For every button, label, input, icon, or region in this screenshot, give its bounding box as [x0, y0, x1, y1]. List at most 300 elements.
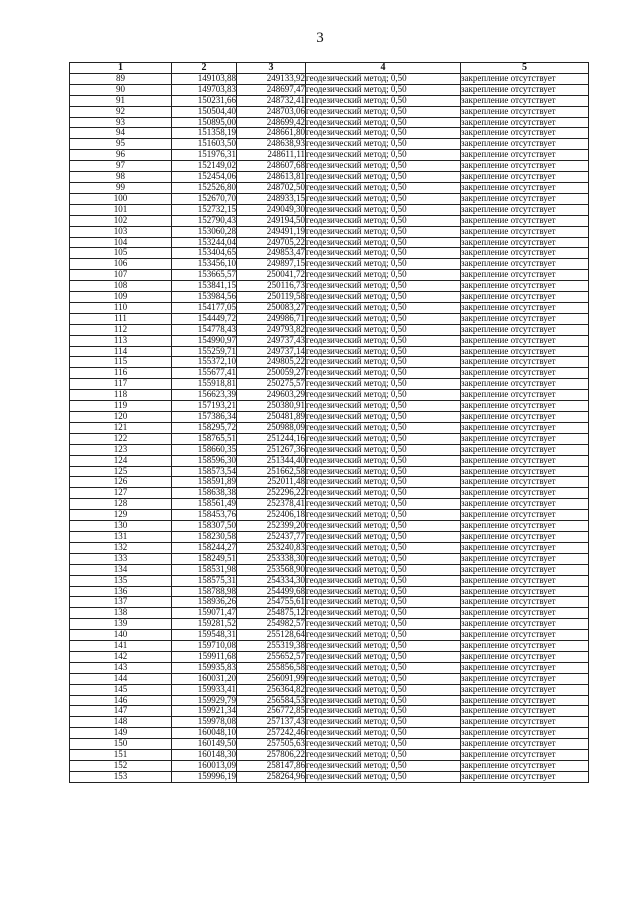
method-cell: геодезический метод; 0,50	[306, 215, 461, 226]
x-coordinate-cell: 159071,47	[172, 608, 237, 619]
point-number-cell: 131	[70, 531, 172, 542]
x-coordinate-cell: 152790,43	[172, 215, 237, 226]
fixation-cell: закрепление отсутствует	[461, 695, 589, 706]
method-cell: геодезический метод; 0,50	[306, 717, 461, 728]
table-row	[70, 226, 589, 237]
point-number-cell: 133	[70, 553, 172, 564]
table-row	[70, 128, 589, 139]
x-coordinate-cell: 160031,20	[172, 673, 237, 684]
point-number-cell: 98	[70, 172, 172, 183]
fixation-cell: закрепление отсутствует	[461, 248, 589, 259]
x-coordinate-cell: 158230,58	[172, 531, 237, 542]
point-number-cell: 139	[70, 619, 172, 630]
fixation-cell: закрепление отсутствует	[461, 586, 589, 597]
method-cell: геодезический метод; 0,50	[306, 237, 461, 248]
table-row	[70, 444, 589, 455]
table-row	[70, 412, 589, 423]
point-number-cell: 103	[70, 226, 172, 237]
point-number-cell: 95	[70, 139, 172, 150]
x-coordinate-cell: 154177,05	[172, 302, 237, 313]
coordinates-table	[69, 62, 589, 783]
table-body	[70, 73, 589, 782]
y-coordinate-cell: 249793,82	[237, 324, 306, 335]
point-number-cell: 99	[70, 182, 172, 193]
table-row	[70, 204, 589, 215]
point-number-cell: 128	[70, 499, 172, 510]
fixation-cell: закрепление отсутствует	[461, 510, 589, 521]
fixation-cell: закрепление отсутствует	[461, 728, 589, 739]
y-coordinate-cell: 253568,90	[237, 564, 306, 575]
x-coordinate-cell: 159710,08	[172, 641, 237, 652]
point-number-cell: 125	[70, 466, 172, 477]
y-coordinate-cell: 256091,99	[237, 673, 306, 684]
fixation-cell: закрепление отсутствует	[461, 357, 589, 368]
table-row	[70, 488, 589, 499]
table-row	[70, 368, 589, 379]
table-row	[70, 390, 589, 401]
point-number-cell: 130	[70, 521, 172, 532]
x-coordinate-cell: 153456,10	[172, 259, 237, 270]
method-cell: геодезический метод; 0,50	[306, 531, 461, 542]
point-number-cell: 151	[70, 750, 172, 761]
table-row	[70, 706, 589, 717]
method-cell: геодезический метод; 0,50	[306, 608, 461, 619]
x-coordinate-cell: 159933,41	[172, 684, 237, 695]
x-coordinate-cell: 154449,72	[172, 313, 237, 324]
x-coordinate-cell: 158936,26	[172, 597, 237, 608]
point-number-cell: 108	[70, 281, 172, 292]
point-number-cell: 152	[70, 761, 172, 772]
x-coordinate-cell: 160148,30	[172, 750, 237, 761]
fixation-cell: закрепление отсутствует	[461, 172, 589, 183]
method-cell: геодезический метод; 0,50	[306, 292, 461, 303]
x-coordinate-cell: 152149,02	[172, 161, 237, 172]
method-cell: геодезический метод; 0,50	[306, 761, 461, 772]
fixation-cell: закрепление отсутствует	[461, 204, 589, 215]
method-cell: геодезический метод; 0,50	[306, 313, 461, 324]
fixation-cell: закрепление отсутствует	[461, 619, 589, 630]
y-coordinate-cell: 249194,50	[237, 215, 306, 226]
point-number-cell: 150	[70, 739, 172, 750]
table-row	[70, 684, 589, 695]
x-coordinate-cell: 155259,71	[172, 346, 237, 357]
fixation-cell: закрепление отсутствует	[461, 139, 589, 150]
x-coordinate-cell: 158765,51	[172, 433, 237, 444]
x-coordinate-cell: 153841,15	[172, 281, 237, 292]
fixation-cell: закрепление отсутствует	[461, 226, 589, 237]
method-cell: геодезический метод; 0,50	[306, 564, 461, 575]
table-row	[70, 651, 589, 662]
point-number-cell: 153	[70, 771, 172, 782]
table-row	[70, 728, 589, 739]
y-coordinate-cell: 257137,43	[237, 717, 306, 728]
method-cell: геодезический метод; 0,50	[306, 139, 461, 150]
x-coordinate-cell: 150504,40	[172, 106, 237, 117]
fixation-cell: закрепление отсутствует	[461, 95, 589, 106]
method-cell: геодезический метод; 0,50	[306, 586, 461, 597]
method-cell: геодезический метод; 0,50	[306, 84, 461, 95]
method-cell: геодезический метод; 0,50	[306, 357, 461, 368]
x-coordinate-cell: 155918,81	[172, 379, 237, 390]
x-coordinate-cell: 158244,27	[172, 542, 237, 553]
header-cell-y: 3	[237, 63, 306, 74]
fixation-cell: закрепление отсутствует	[461, 575, 589, 586]
y-coordinate-cell: 253240,83	[237, 542, 306, 553]
x-coordinate-cell: 154990,97	[172, 335, 237, 346]
x-coordinate-cell: 151976,31	[172, 150, 237, 161]
method-cell: геодезический метод; 0,50	[306, 542, 461, 553]
method-cell: геодезический метод; 0,50	[306, 662, 461, 673]
x-coordinate-cell: 156623,39	[172, 390, 237, 401]
x-coordinate-cell: 159281,52	[172, 619, 237, 630]
x-coordinate-cell: 158660,35	[172, 444, 237, 455]
fixation-cell: закрепление отсутствует	[461, 531, 589, 542]
point-number-cell: 142	[70, 651, 172, 662]
header-cell-point-number: 1	[70, 63, 172, 74]
fixation-cell: закрепление отсутствует	[461, 335, 589, 346]
method-cell: геодезический метод; 0,50	[306, 630, 461, 641]
y-coordinate-cell: 250083,27	[237, 302, 306, 313]
y-coordinate-cell: 254334,30	[237, 575, 306, 586]
point-number-cell: 149	[70, 728, 172, 739]
y-coordinate-cell: 249897,15	[237, 259, 306, 270]
method-cell: геодезический метод; 0,50	[306, 401, 461, 412]
point-number-cell: 110	[70, 302, 172, 313]
point-number-cell: 100	[70, 193, 172, 204]
method-cell: геодезический метод; 0,50	[306, 477, 461, 488]
x-coordinate-cell: 158596,30	[172, 455, 237, 466]
method-cell: геодезический метод; 0,50	[306, 390, 461, 401]
method-cell: геодезический метод; 0,50	[306, 193, 461, 204]
y-coordinate-cell: 254982,57	[237, 619, 306, 630]
x-coordinate-cell: 152454,06	[172, 172, 237, 183]
y-coordinate-cell: 248613,81	[237, 172, 306, 183]
point-number-cell: 112	[70, 324, 172, 335]
method-cell: геодезический метод; 0,50	[306, 248, 461, 259]
fixation-cell: закрепление отсутствует	[461, 302, 589, 313]
table-header-row	[70, 63, 589, 74]
point-number-cell: 124	[70, 455, 172, 466]
method-cell: геодезический метод; 0,50	[306, 706, 461, 717]
table-row	[70, 281, 589, 292]
x-coordinate-cell: 158531,98	[172, 564, 237, 575]
table-row	[70, 662, 589, 673]
fixation-cell: закрепление отсутствует	[461, 542, 589, 553]
x-coordinate-cell: 150895,00	[172, 117, 237, 128]
x-coordinate-cell: 152526,80	[172, 182, 237, 193]
table-row	[70, 575, 589, 586]
method-cell: геодезический метод; 0,50	[306, 172, 461, 183]
method-cell: геодезический метод; 0,50	[306, 433, 461, 444]
y-coordinate-cell: 250988,09	[237, 422, 306, 433]
fixation-cell: закрепление отсутствует	[461, 106, 589, 117]
method-cell: геодезический метод; 0,50	[306, 73, 461, 84]
fixation-cell: закрепление отсутствует	[461, 684, 589, 695]
table-row	[70, 761, 589, 772]
header-cell-x: 2	[172, 63, 237, 74]
x-coordinate-cell: 149703,83	[172, 84, 237, 95]
method-cell: геодезический метод; 0,50	[306, 226, 461, 237]
x-coordinate-cell: 150231,66	[172, 95, 237, 106]
table-row	[70, 335, 589, 346]
fixation-cell: закрепление отсутствует	[461, 259, 589, 270]
fixation-cell: закрепление отсутствует	[461, 281, 589, 292]
table-row	[70, 499, 589, 510]
y-coordinate-cell: 249603,29	[237, 390, 306, 401]
point-number-cell: 94	[70, 128, 172, 139]
table-row	[70, 542, 589, 553]
point-number-cell: 111	[70, 313, 172, 324]
table-row	[70, 510, 589, 521]
x-coordinate-cell: 153984,56	[172, 292, 237, 303]
point-number-cell: 141	[70, 641, 172, 652]
table-row	[70, 422, 589, 433]
y-coordinate-cell: 250116,73	[237, 281, 306, 292]
table-row	[70, 597, 589, 608]
y-coordinate-cell: 248933,15	[237, 193, 306, 204]
table-row	[70, 139, 589, 150]
y-coordinate-cell: 248607,68	[237, 161, 306, 172]
fixation-cell: закрепление отсутствует	[461, 630, 589, 641]
point-number-cell: 120	[70, 412, 172, 423]
x-coordinate-cell: 157386,34	[172, 412, 237, 423]
fixation-cell: закрепление отсутствует	[461, 84, 589, 95]
y-coordinate-cell: 249737,43	[237, 335, 306, 346]
page-number: 3	[316, 30, 324, 46]
fixation-cell: закрепление отсутствует	[461, 521, 589, 532]
point-number-cell: 136	[70, 586, 172, 597]
fixation-cell: закрепление отсутствует	[461, 379, 589, 390]
method-cell: геодезический метод; 0,50	[306, 510, 461, 521]
point-number-cell: 116	[70, 368, 172, 379]
y-coordinate-cell: 251267,36	[237, 444, 306, 455]
y-coordinate-cell: 248732,41	[237, 95, 306, 106]
method-cell: геодезический метод; 0,50	[306, 597, 461, 608]
x-coordinate-cell: 153404,65	[172, 248, 237, 259]
table-row	[70, 106, 589, 117]
y-coordinate-cell: 249049,30	[237, 204, 306, 215]
fixation-cell: закрепление отсутствует	[461, 193, 589, 204]
table-row	[70, 531, 589, 542]
fixation-cell: закрепление отсутствует	[461, 292, 589, 303]
table-row	[70, 161, 589, 172]
fixation-cell: закрепление отсутствует	[461, 368, 589, 379]
x-coordinate-cell: 152670,70	[172, 193, 237, 204]
x-coordinate-cell: 155372,10	[172, 357, 237, 368]
y-coordinate-cell: 252378,41	[237, 499, 306, 510]
method-cell: геодезический метод; 0,50	[306, 695, 461, 706]
y-coordinate-cell: 251244,16	[237, 433, 306, 444]
method-cell: геодезический метод; 0,50	[306, 128, 461, 139]
y-coordinate-cell: 252437,77	[237, 531, 306, 542]
table-row	[70, 357, 589, 368]
table-row	[70, 346, 589, 357]
fixation-cell: закрепление отсутствует	[461, 422, 589, 433]
method-cell: геодезический метод; 0,50	[306, 412, 461, 423]
table-row	[70, 750, 589, 761]
point-number-cell: 145	[70, 684, 172, 695]
point-number-cell: 96	[70, 150, 172, 161]
y-coordinate-cell: 250275,57	[237, 379, 306, 390]
point-number-cell: 119	[70, 401, 172, 412]
point-number-cell: 121	[70, 422, 172, 433]
method-cell: геодезический метод; 0,50	[306, 335, 461, 346]
x-coordinate-cell: 158307,50	[172, 521, 237, 532]
fixation-cell: закрепление отсутствует	[461, 161, 589, 172]
table-row	[70, 695, 589, 706]
x-coordinate-cell: 158295,72	[172, 422, 237, 433]
y-coordinate-cell: 249805,22	[237, 357, 306, 368]
y-coordinate-cell: 256364,82	[237, 684, 306, 695]
table-row	[70, 641, 589, 652]
x-coordinate-cell: 160013,09	[172, 761, 237, 772]
table-row	[70, 608, 589, 619]
table-row	[70, 193, 589, 204]
method-cell: геодезический метод; 0,50	[306, 302, 461, 313]
table-row	[70, 717, 589, 728]
fixation-cell: закрепление отсутствует	[461, 150, 589, 161]
point-number-cell: 113	[70, 335, 172, 346]
y-coordinate-cell: 255128,64	[237, 630, 306, 641]
point-number-cell: 122	[70, 433, 172, 444]
point-number-cell: 127	[70, 488, 172, 499]
x-coordinate-cell: 159929,79	[172, 695, 237, 706]
method-cell: геодезический метод; 0,50	[306, 422, 461, 433]
fixation-cell: закрепление отсутствует	[461, 466, 589, 477]
x-coordinate-cell: 160149,50	[172, 739, 237, 750]
point-number-cell: 104	[70, 237, 172, 248]
fixation-cell: закрепление отсутствует	[461, 641, 589, 652]
point-number-cell: 114	[70, 346, 172, 357]
point-number-cell: 107	[70, 270, 172, 281]
point-number-cell: 118	[70, 390, 172, 401]
y-coordinate-cell: 256772,85	[237, 706, 306, 717]
method-cell: геодезический метод; 0,50	[306, 575, 461, 586]
y-coordinate-cell: 249986,71	[237, 313, 306, 324]
header-cell-method: 4	[306, 63, 461, 74]
y-coordinate-cell: 252296,22	[237, 488, 306, 499]
table-row	[70, 302, 589, 313]
table-row	[70, 630, 589, 641]
fixation-cell: закрепление отсутствует	[461, 215, 589, 226]
table-row	[70, 248, 589, 259]
method-cell: геодезический метод; 0,50	[306, 161, 461, 172]
method-cell: геодезический метод; 0,50	[306, 182, 461, 193]
method-cell: геодезический метод; 0,50	[306, 281, 461, 292]
y-coordinate-cell: 248702,50	[237, 182, 306, 193]
point-number-cell: 115	[70, 357, 172, 368]
table-row	[70, 673, 589, 684]
x-coordinate-cell: 153060,28	[172, 226, 237, 237]
table-row	[70, 313, 589, 324]
table-row	[70, 586, 589, 597]
point-number-cell: 137	[70, 597, 172, 608]
method-cell: геодезический метод; 0,50	[306, 466, 461, 477]
x-coordinate-cell: 153665,57	[172, 270, 237, 281]
y-coordinate-cell: 251662,58	[237, 466, 306, 477]
point-number-cell: 101	[70, 204, 172, 215]
method-cell: геодезический метод; 0,50	[306, 324, 461, 335]
table-row	[70, 739, 589, 750]
table-row	[70, 84, 589, 95]
method-cell: геодезический метод; 0,50	[306, 499, 461, 510]
fixation-cell: закрепление отсутствует	[461, 717, 589, 728]
x-coordinate-cell: 151358,19	[172, 128, 237, 139]
table-row	[70, 182, 589, 193]
table-row	[70, 466, 589, 477]
method-cell: геодезический метод; 0,50	[306, 651, 461, 662]
point-number-cell: 135	[70, 575, 172, 586]
fixation-cell: закрепление отсутствует	[461, 346, 589, 357]
x-coordinate-cell: 153244,04	[172, 237, 237, 248]
x-coordinate-cell: 158573,54	[172, 466, 237, 477]
method-cell: геодезический метод; 0,50	[306, 673, 461, 684]
point-number-cell: 123	[70, 444, 172, 455]
point-number-cell: 93	[70, 117, 172, 128]
fixation-cell: закрепление отсутствует	[461, 73, 589, 84]
point-number-cell: 105	[70, 248, 172, 259]
method-cell: геодезический метод; 0,50	[306, 619, 461, 630]
fixation-cell: закрепление отсутствует	[461, 564, 589, 575]
fixation-cell: закрепление отсутствует	[461, 739, 589, 750]
table-row	[70, 73, 589, 84]
fixation-cell: закрепление отсутствует	[461, 761, 589, 772]
fixation-cell: закрепление отсутствует	[461, 477, 589, 488]
y-coordinate-cell: 249705,22	[237, 237, 306, 248]
y-coordinate-cell: 254499,68	[237, 586, 306, 597]
table-row	[70, 433, 589, 444]
table-row	[70, 117, 589, 128]
point-number-cell: 102	[70, 215, 172, 226]
x-coordinate-cell: 157193,21	[172, 401, 237, 412]
y-coordinate-cell: 249853,47	[237, 248, 306, 259]
method-cell: геодезический метод; 0,50	[306, 259, 461, 270]
x-coordinate-cell: 159935,83	[172, 662, 237, 673]
fixation-cell: закрепление отсутствует	[461, 117, 589, 128]
point-number-cell: 134	[70, 564, 172, 575]
y-coordinate-cell: 257505,63	[237, 739, 306, 750]
y-coordinate-cell: 250119,58	[237, 292, 306, 303]
table-row	[70, 553, 589, 564]
y-coordinate-cell: 251344,40	[237, 455, 306, 466]
method-cell: геодезический метод; 0,50	[306, 553, 461, 564]
fixation-cell: закрепление отсутствует	[461, 128, 589, 139]
method-cell: геодезический метод; 0,50	[306, 204, 461, 215]
table-row	[70, 401, 589, 412]
y-coordinate-cell: 250481,89	[237, 412, 306, 423]
fixation-cell: закрепление отсутствует	[461, 270, 589, 281]
y-coordinate-cell: 250380,91	[237, 401, 306, 412]
x-coordinate-cell: 158249,51	[172, 553, 237, 564]
y-coordinate-cell: 255319,38	[237, 641, 306, 652]
point-number-cell: 109	[70, 292, 172, 303]
point-number-cell: 91	[70, 95, 172, 106]
y-coordinate-cell: 258264,96	[237, 771, 306, 782]
fixation-cell: закрепление отсутствует	[461, 662, 589, 673]
x-coordinate-cell: 159911,68	[172, 651, 237, 662]
method-cell: геодезический метод; 0,50	[306, 684, 461, 695]
x-coordinate-cell: 158561,49	[172, 499, 237, 510]
y-coordinate-cell: 249133,92	[237, 73, 306, 84]
point-number-cell: 106	[70, 259, 172, 270]
table-row	[70, 270, 589, 281]
fixation-cell: закрепление отсутствует	[461, 401, 589, 412]
x-coordinate-cell: 154778,43	[172, 324, 237, 335]
fixation-cell: закрепление отсутствует	[461, 608, 589, 619]
fixation-cell: закрепление отсутствует	[461, 488, 589, 499]
table-row	[70, 521, 589, 532]
fixation-cell: закрепление отсутствует	[461, 771, 589, 782]
